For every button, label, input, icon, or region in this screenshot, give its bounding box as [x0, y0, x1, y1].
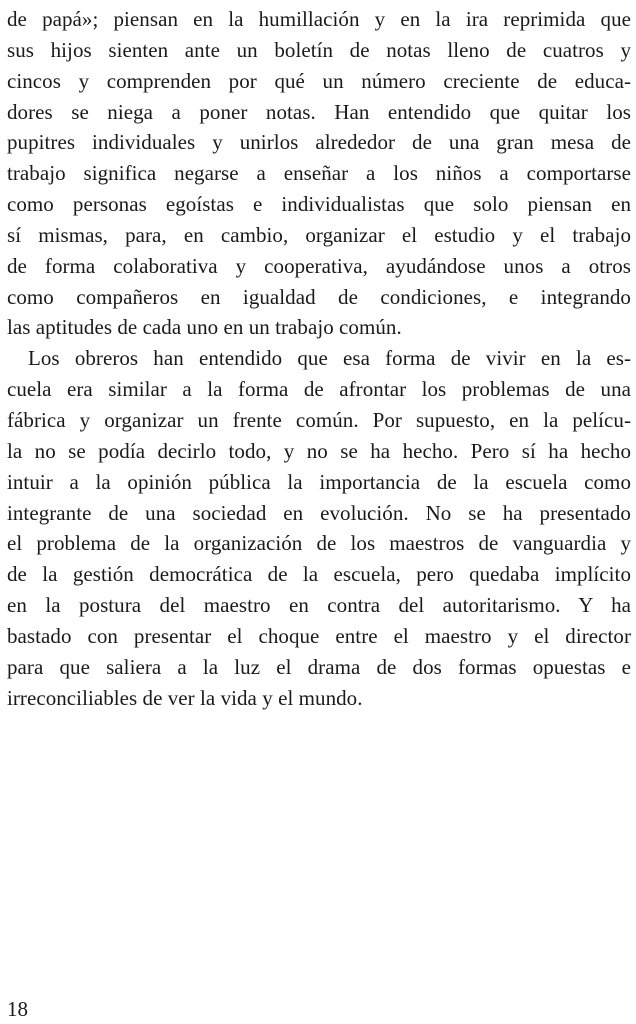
text-line: la no se podía decirlo todo, y no se ha hecho. Pero sí ha hecho — [7, 438, 631, 463]
text-line: el problema de la organización de los maestros de vanguardia y — [7, 531, 631, 556]
text-line: trabajo significa negarse a enseñar a los niños a comportarse — [7, 161, 631, 186]
text-line: cincos y comprenden por qué un número creciente de educa- — [7, 68, 631, 93]
text-line: en la postura del maestro en contra del autoritarismo. Y ha — [7, 593, 631, 618]
text-line: intuir a la opinión pública la importancia de la escuela como — [7, 469, 631, 494]
text-line: de la gestión democrática de la escuela, pero quedaba implícito — [7, 562, 631, 587]
text-line: Los obreros han entendido que esa forma de vivir en la es- — [28, 346, 631, 371]
text-line: integrante de una sociedad en evolución. No se ha presentado — [7, 500, 631, 525]
text-line: bastado con presentar el choque entre el maestro y el director — [7, 623, 631, 648]
text-line: como compañeros en igualdad de condiciones, e integrando — [7, 284, 631, 309]
text-line: irreconciliables de ver la vida y el mundo. — [7, 685, 363, 710]
text-line: cuela era similar a la forma de afrontar los problemas de una — [7, 377, 631, 402]
text-line: fábrica y organizar un frente común. Por supuesto, en la pelícu- — [7, 407, 631, 432]
text-line: dores se niega a poner notas. Han entendido que quitar los — [7, 99, 631, 124]
text-line: las aptitudes de cada uno en un trabajo común. — [7, 315, 402, 340]
paragraph-1 — [7, 4, 631, 343]
text-line: para que saliera a la luz el drama de dos formas opuestas e — [7, 654, 631, 679]
text-line: de papá»; piensan en la humillación y en la ira reprimida que — [7, 7, 631, 31]
text-line: sus hijos sienten ante un boletín de notas lleno de cuatros y — [7, 37, 631, 62]
paragraph-2 — [7, 343, 631, 713]
body-text — [7, 4, 631, 713]
text-line: sí mismas, para, en cambio, organizar el estudio y el trabajo — [7, 222, 631, 247]
text-line: de forma colaborativa y cooperativa, ayudándose unos a otros — [7, 253, 631, 278]
text-line: como personas egoístas e individualistas que solo piensan en — [7, 192, 631, 217]
page-number: 18 — [7, 997, 28, 1021]
text-line: pupitres individuales y unirlos alrededor de una gran mesa de — [7, 130, 631, 155]
